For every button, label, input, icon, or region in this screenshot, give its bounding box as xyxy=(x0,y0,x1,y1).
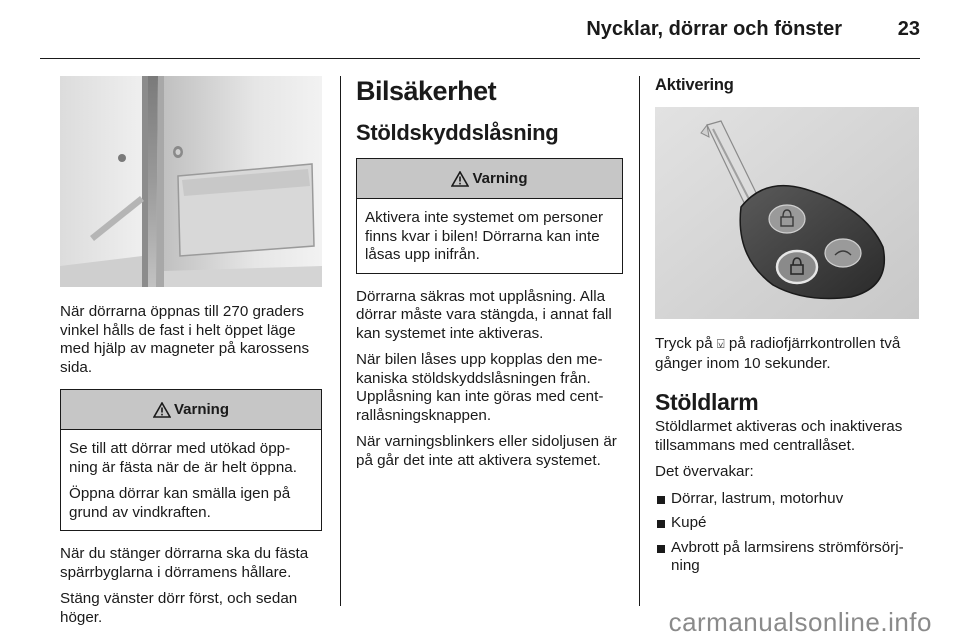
warning-text: Se till att dörrar med utökad öppning är fästa när de är helt öppna. xyxy=(69,440,297,476)
activation-heading: Aktivering xyxy=(655,76,734,94)
warning-text: Aktivera inte systemet om personer finns kvar i bilen! Dörrarna kan inte låsas upp inifrån. xyxy=(365,209,604,263)
subsection-heading: Stöldskyddslåsning xyxy=(356,120,559,145)
check-bars-paragraph: När du stänger dörrarna ska du fästa spärrbyglarna i dörramens hållare. xyxy=(60,545,309,581)
monitor-label: Det övervakar: xyxy=(655,463,754,480)
page-number: 23 xyxy=(897,18,920,40)
column-divider-left xyxy=(340,76,341,606)
lock-icon: ⍌ xyxy=(716,337,725,352)
middle-column xyxy=(356,76,623,478)
deadlock-paragraph-1: Dörrarna säkras mot upplåsning. Alla dörrar måste vara stängda, i annat fall kan systemet inte aktiveras. xyxy=(356,287,612,342)
warning-label: Varning xyxy=(472,170,528,187)
door-magnet-paragraph: När dörrarna öppnas till 270 graders vinkel hålls de fast i helt öppet läge med hjälp av magneter på karossens sida. xyxy=(60,303,310,376)
section-heading: Bilsäkerhet xyxy=(356,76,497,106)
list-item: Dörrar, lastrum, motorhuv xyxy=(655,490,920,509)
column-divider-right xyxy=(639,76,640,606)
header-divider xyxy=(40,58,920,59)
warning-label: Varning xyxy=(173,401,229,418)
activation-instruction: Tryck på ⍌ på radiofjärrkontrollen två gånger inom 10 sekunder. xyxy=(655,335,901,372)
warning-box-deadlock xyxy=(356,158,623,274)
warning-header xyxy=(61,390,321,430)
list-item: Avbrott på larmsirens strömförsörjning xyxy=(655,539,920,576)
warning-triangle-icon xyxy=(153,402,171,418)
page-title: Nycklar, dörrar och fönster xyxy=(586,18,842,40)
alarm-heading: Stöldlarm xyxy=(655,389,759,415)
deadlock-paragraph-2: När bilen låses upp kopplas den mekaniska stöldskyddslåsningen från. Upplåsning kan inte göras med centrallåsningsknappen. xyxy=(356,351,604,424)
alarm-paragraph: Stöldlarmet aktiveras och inaktiveras tillsammans med centrallåset. xyxy=(655,418,903,454)
right-column xyxy=(655,76,920,582)
van-door-photo xyxy=(60,76,322,287)
watermark: carmanualsonline.info xyxy=(668,607,932,637)
warning-text: Öppna dörrar kan smälla igen på grund av vindkraften. xyxy=(69,485,291,521)
warning-header xyxy=(357,159,622,199)
left-column xyxy=(60,76,322,635)
monitor-list xyxy=(655,490,920,576)
warning-box-doors xyxy=(60,389,322,531)
close-order-paragraph: Stäng vänster dörr först, och sedan höger. xyxy=(60,590,298,626)
remote-key-photo xyxy=(655,107,919,319)
list-item: Kupé xyxy=(655,514,920,533)
deadlock-paragraph-3: När varningsblinkers eller sidoljusen är på går det inte att aktivera systemet. xyxy=(356,433,617,469)
warning-triangle-icon xyxy=(451,171,469,187)
